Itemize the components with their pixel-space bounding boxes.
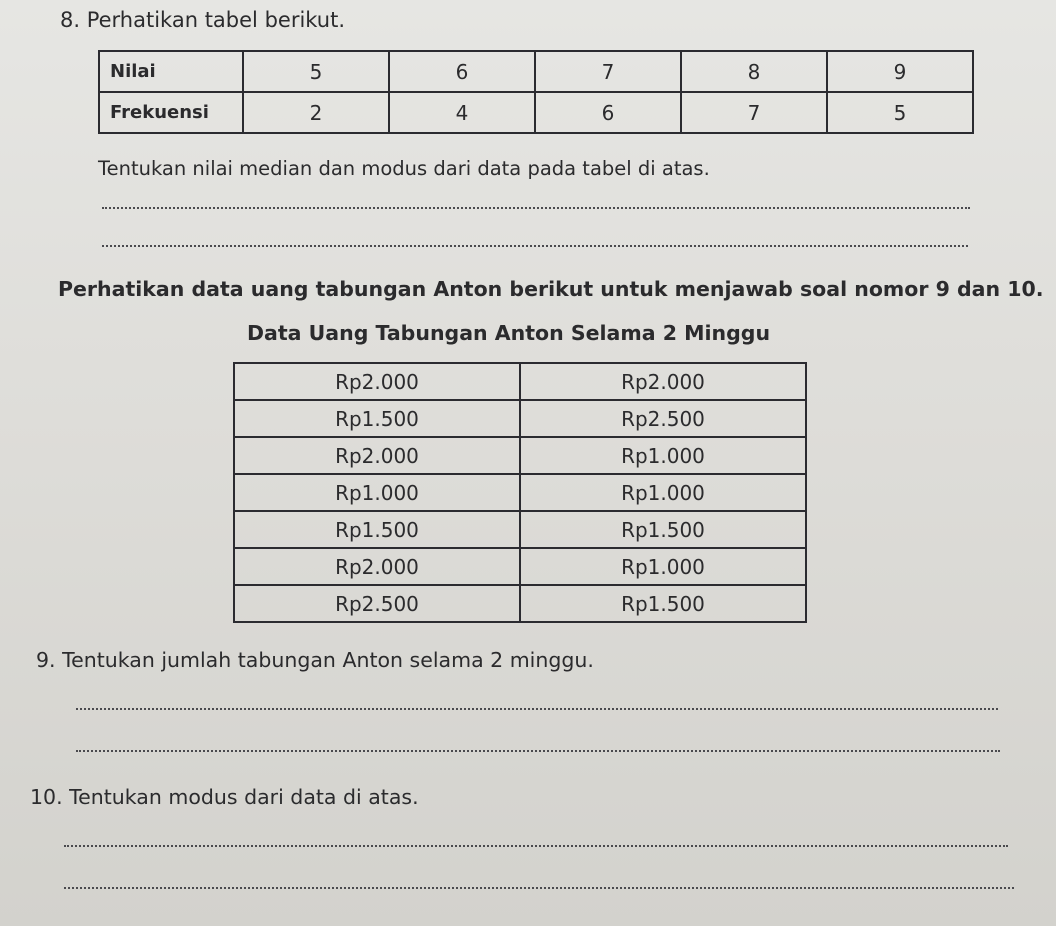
answer-line[interactable] xyxy=(76,708,998,710)
table-cell: 7 xyxy=(535,51,681,92)
answer-line[interactable] xyxy=(64,845,1008,847)
answer-line[interactable] xyxy=(64,887,1014,889)
table-cell: Rp2.000 xyxy=(234,363,520,400)
table-cell: 9 xyxy=(827,51,973,92)
table-cell: 5 xyxy=(243,51,389,92)
row-header-frekuensi: Frekuensi xyxy=(99,92,243,133)
table-row xyxy=(234,363,806,400)
table-cell: Rp1.000 xyxy=(520,548,806,585)
table-row xyxy=(234,585,806,622)
table-row xyxy=(234,511,806,548)
table-cell: Rp2.500 xyxy=(520,400,806,437)
question-8-instruction: Tentukan nilai median dan modus dari data pada tabel di atas. xyxy=(98,157,710,180)
savings-intro: Perhatikan data uang tabungan Anton berikut untuk menjawab soal nomor 9 dan 10. xyxy=(58,277,1044,301)
savings-table xyxy=(233,362,807,623)
question-10: 10. Tentukan modus dari data di atas. xyxy=(30,785,419,809)
table-cell: Rp1.500 xyxy=(520,511,806,548)
table-row xyxy=(99,92,973,133)
table-row xyxy=(234,400,806,437)
table-cell: Rp2.500 xyxy=(234,585,520,622)
answer-line[interactable] xyxy=(76,750,1000,752)
table-row xyxy=(99,51,973,92)
table-row xyxy=(234,474,806,511)
table-cell: Rp1.000 xyxy=(520,474,806,511)
frequency-table xyxy=(98,50,974,134)
table-cell: Rp1.500 xyxy=(234,400,520,437)
table-cell: Rp1.000 xyxy=(234,474,520,511)
table-row xyxy=(234,437,806,474)
table-cell: 8 xyxy=(681,51,827,92)
question-9: 9. Tentukan jumlah tabungan Anton selama 2 minggu. xyxy=(36,648,594,672)
savings-table-title: Data Uang Tabungan Anton Selama 2 Minggu xyxy=(247,321,771,345)
table-cell: 5 xyxy=(827,92,973,133)
answer-line[interactable] xyxy=(102,207,970,209)
table-cell: Rp2.000 xyxy=(234,548,520,585)
table-cell: Rp2.000 xyxy=(520,363,806,400)
table-cell: Rp1.000 xyxy=(520,437,806,474)
table-cell: 6 xyxy=(535,92,681,133)
table-cell: 7 xyxy=(681,92,827,133)
row-header-nilai: Nilai xyxy=(99,51,243,92)
table-cell: Rp2.000 xyxy=(234,437,520,474)
table-cell: 4 xyxy=(389,92,535,133)
table-cell: 6 xyxy=(389,51,535,92)
answer-line[interactable] xyxy=(102,245,968,247)
table-cell: 2 xyxy=(243,92,389,133)
table-row xyxy=(234,548,806,585)
table-cell: Rp1.500 xyxy=(234,511,520,548)
table-cell: Rp1.500 xyxy=(520,585,806,622)
question-8-title: 8. Perhatikan tabel berikut. xyxy=(60,8,346,32)
